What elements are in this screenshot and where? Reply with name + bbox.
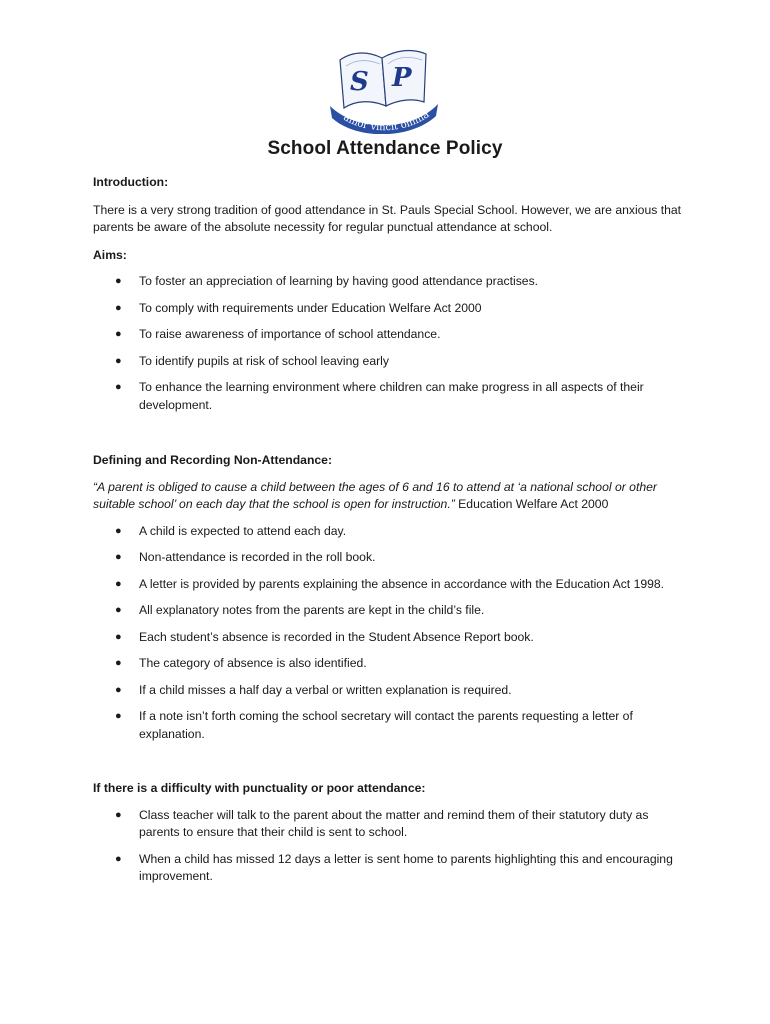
- list-item: ● Class teacher will talk to the parent about the matter and remind them of their statutory duty as parents to ensure that their child is sent to school.: [115, 807, 649, 839]
- list-item: ● If a note isn’t forth coming the school secretary will contact the parents requesting a letter of explanation.: [115, 709, 633, 741]
- introduction-text: There is a very strong tradition of good attendance in St. Pauls Special School. However, we are anxious that parents be aware of the absolute necessity for regular punctual attendance at school.: [93, 202, 682, 234]
- school-logo: [326, 44, 444, 134]
- list-item: ● A letter is provided by parents explaining the absence in accordance with the Education Act 1998.: [93, 576, 683, 594]
- bullet-icon: ●: [115, 683, 122, 696]
- list-item: ● The category of absence is also identified.: [93, 655, 683, 673]
- list-item: ● To identify pupils at risk of school leaving early: [93, 353, 683, 371]
- quote-text: “A parent is obliged to cause a child between the ages of 6 and 16 to attend at ‘a national school or other suitable school’ on each day that the school is open for instruction.”: [93, 479, 657, 511]
- bullet-icon: ●: [115, 275, 122, 287]
- list-item: ● If a child misses a half day a verbal or written explanation is required.: [93, 682, 683, 700]
- bullet-icon: ●: [115, 808, 122, 821]
- legal-quote: [93, 479, 683, 514]
- list-item: ● A child is expected to attend each day.: [93, 523, 683, 541]
- bullet-icon: ●: [115, 577, 122, 590]
- list-item: ● When a child has missed 12 days a letter is sent home to parents highlighting this and encouraging improvement.: [115, 851, 673, 883]
- introduction-heading: Introduction:: [93, 175, 169, 189]
- aims-list: [93, 273, 683, 414]
- bullet-icon: ●: [115, 551, 122, 563]
- bullet-icon: ●: [115, 354, 122, 367]
- list-item: ● To comply with requirements under Education Welfare Act 2000: [93, 300, 683, 318]
- bullet-icon: ●: [115, 657, 122, 669]
- logo-letter-s: S: [350, 67, 369, 97]
- bullet-icon: ●: [115, 710, 122, 722]
- list-item: ● To foster an appreciation of learning by having good attendance practises.: [93, 273, 683, 291]
- logo-motto: amor vincit omnia: [341, 109, 432, 134]
- list-item: ● All explanatory notes from the parents are kept in the child’s file.: [93, 602, 683, 620]
- aims-heading: Aims:: [93, 247, 127, 262]
- page-title: School Attendance Policy: [267, 138, 503, 159]
- defining-heading: Defining and Recording Non-Attendance:: [93, 453, 333, 467]
- bullet-icon: ●: [115, 630, 122, 643]
- list-item: ● To enhance the learning environment where children can make progress in all aspects of their development.: [115, 380, 644, 412]
- logo-letter-p: P: [392, 63, 412, 93]
- document-body: [93, 174, 683, 886]
- list-item: ● Each student’s absence is recorded in the Student Absence Report book.: [93, 629, 683, 647]
- list-item: ● Non-attendance is recorded in the roll book.: [93, 549, 683, 567]
- bullet-icon: ●: [115, 381, 122, 393]
- quote-citation: Education Welfare Act 2000: [454, 497, 609, 511]
- defining-list: [93, 523, 683, 744]
- bullet-icon: ●: [115, 524, 122, 537]
- list-item: ● To raise awareness of importance of school attendance.: [93, 326, 683, 344]
- bullet-icon: ●: [115, 852, 122, 865]
- bullet-icon: ●: [115, 328, 122, 340]
- bullet-icon: ●: [115, 301, 122, 314]
- difficulty-heading: If there is a difficulty with punctuality or poor attendance:: [93, 781, 426, 795]
- bullet-icon: ●: [115, 604, 122, 616]
- difficulty-list: [93, 807, 683, 886]
